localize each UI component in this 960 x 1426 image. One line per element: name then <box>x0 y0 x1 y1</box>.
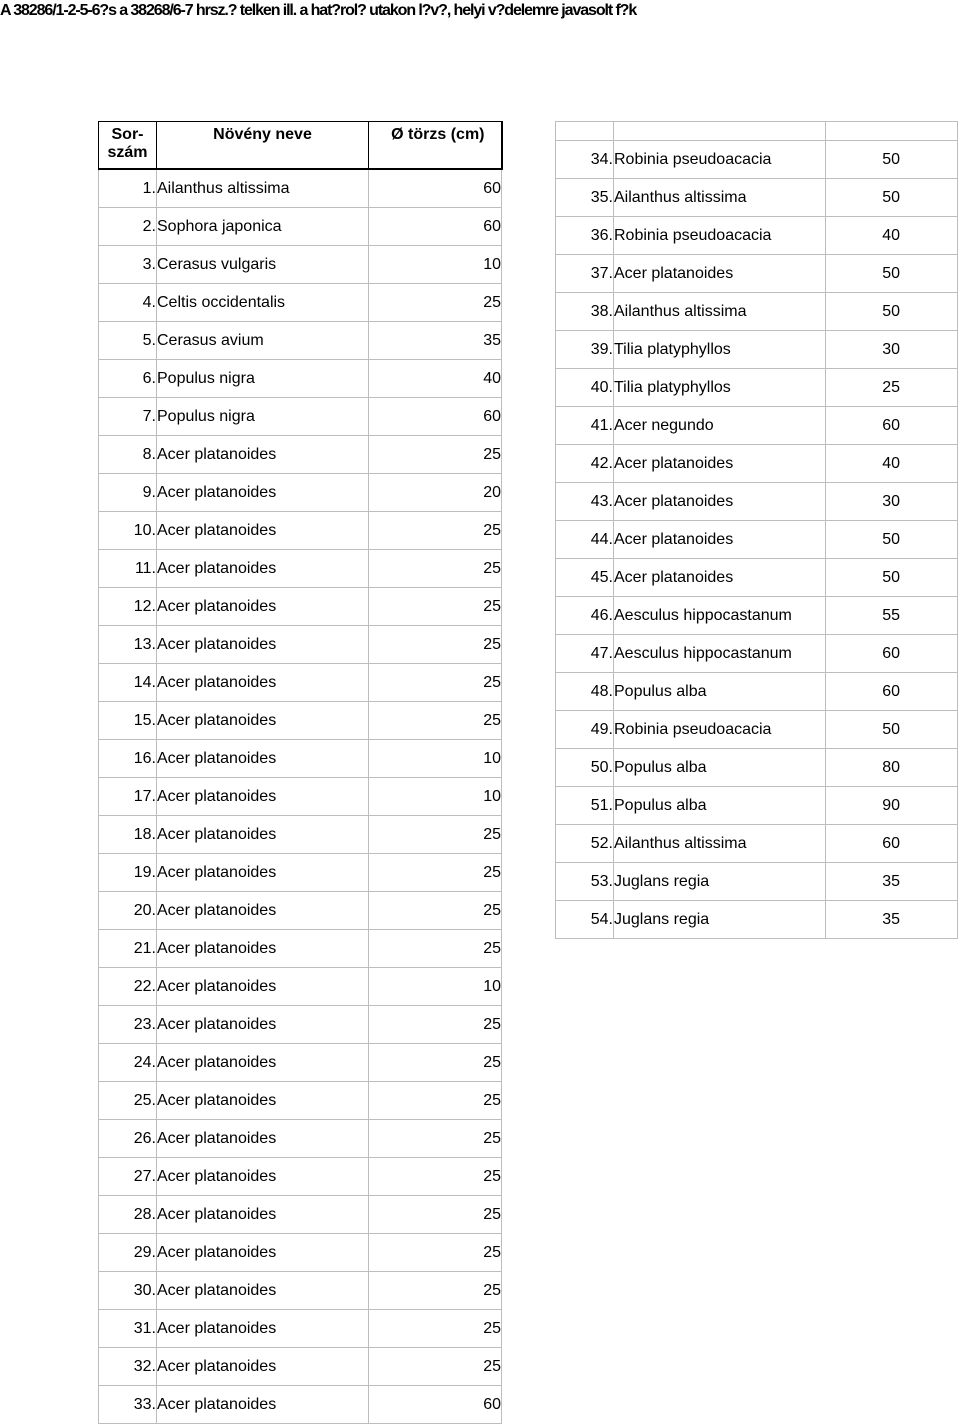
row-plant-name: Juglans regia <box>614 901 826 939</box>
table-row <box>556 673 958 711</box>
table-row <box>99 398 502 436</box>
row-trunk-diameter: 20 <box>369 474 502 512</box>
row-plant-name: Ailanthus altissima <box>157 169 369 208</box>
row-plant-name: Populus nigra <box>157 360 369 398</box>
row-serial-number: 52. <box>556 825 614 863</box>
table-row <box>556 331 958 369</box>
row-plant-name: Acer platanoides <box>157 436 369 474</box>
row-serial-number: 26. <box>99 1120 157 1158</box>
row-trunk-diameter: 60 <box>369 1386 502 1424</box>
row-plant-name: Ailanthus altissima <box>614 293 826 331</box>
row-plant-name: Robinia pseudoacacia <box>614 141 826 179</box>
row-serial-number: 30. <box>99 1272 157 1310</box>
row-plant-name: Populus alba <box>614 787 826 825</box>
header-serial-line2: szám <box>107 144 148 161</box>
row-plant-name: Acer platanoides <box>157 512 369 550</box>
table-row <box>99 778 502 816</box>
row-plant-name: Acer platanoides <box>157 1310 369 1348</box>
row-trunk-diameter: 25 <box>369 1348 502 1386</box>
row-plant-name: Ailanthus altissima <box>614 179 826 217</box>
table-row <box>99 208 502 246</box>
row-trunk-diameter: 50 <box>826 559 958 597</box>
row-serial-number: 36. <box>556 217 614 255</box>
row-trunk-diameter: 25 <box>369 1006 502 1044</box>
row-trunk-diameter: 25 <box>369 284 502 322</box>
row-plant-name: Acer platanoides <box>157 892 369 930</box>
row-plant-name: Acer platanoides <box>614 483 826 521</box>
row-plant-name: Acer platanoides <box>157 816 369 854</box>
row-plant-name: Acer platanoides <box>157 588 369 626</box>
row-trunk-diameter: 60 <box>369 169 502 208</box>
row-serial-number: 35. <box>556 179 614 217</box>
row-trunk-diameter: 60 <box>826 635 958 673</box>
row-trunk-diameter: 50 <box>826 521 958 559</box>
table-row <box>556 141 958 179</box>
row-plant-name: Acer platanoides <box>614 559 826 597</box>
row-serial-number: 11. <box>99 550 157 588</box>
table-row <box>556 445 958 483</box>
row-serial-number: 20. <box>99 892 157 930</box>
row-serial-number: 16. <box>99 740 157 778</box>
row-serial-number: 2. <box>99 208 157 246</box>
row-plant-name: Acer platanoides <box>614 521 826 559</box>
row-plant-name: Acer platanoides <box>157 930 369 968</box>
row-plant-name: Sophora japonica <box>157 208 369 246</box>
table-row <box>99 892 502 930</box>
header-plant-name: Növény neve <box>157 122 369 170</box>
row-plant-name: Acer platanoides <box>157 854 369 892</box>
row-plant-name: Celtis occidentalis <box>157 284 369 322</box>
row-plant-name: Aesculus hippocastanum <box>614 597 826 635</box>
row-plant-name: Acer platanoides <box>157 1044 369 1082</box>
table-row <box>99 968 502 1006</box>
row-serial-number: 27. <box>99 1158 157 1196</box>
row-serial-number: 8. <box>99 436 157 474</box>
row-plant-name: Acer platanoides <box>157 1082 369 1120</box>
row-plant-name: Acer platanoides <box>157 740 369 778</box>
table-row <box>99 854 502 892</box>
table-row <box>99 1310 502 1348</box>
row-serial-number: 15. <box>99 702 157 740</box>
table-row <box>99 322 502 360</box>
row-plant-name: Ailanthus altissima <box>614 825 826 863</box>
row-serial-number: 48. <box>556 673 614 711</box>
table-row <box>556 521 958 559</box>
row-trunk-diameter: 60 <box>826 825 958 863</box>
row-plant-name: Acer platanoides <box>157 1386 369 1424</box>
table-row <box>99 626 502 664</box>
row-plant-name: Tilia platyphyllos <box>614 331 826 369</box>
row-trunk-diameter: 25 <box>369 892 502 930</box>
document-title: A 38286/1-2-5-6?s a 38268/6-7 hrsz.? telken ill. a hat?rol? utakon l?v?, helyi v?delemre javasolt f?k <box>0 2 637 19</box>
table-row <box>556 901 958 939</box>
header-serial-line1: Sor- <box>111 126 144 143</box>
table-row <box>556 217 958 255</box>
table-row <box>99 588 502 626</box>
table-row <box>556 825 958 863</box>
table-row <box>99 1006 502 1044</box>
row-trunk-diameter: 10 <box>369 968 502 1006</box>
table-row <box>99 246 502 284</box>
row-trunk-diameter: 35 <box>369 322 502 360</box>
table-row <box>99 436 502 474</box>
row-serial-number: 24. <box>99 1044 157 1082</box>
row-serial-number: 7. <box>99 398 157 436</box>
row-trunk-diameter: 50 <box>826 179 958 217</box>
row-plant-name: Acer platanoides <box>157 1272 369 1310</box>
row-trunk-diameter: 25 <box>369 1158 502 1196</box>
row-plant-name: Acer platanoides <box>157 550 369 588</box>
row-trunk-diameter: 25 <box>369 1272 502 1310</box>
table-row <box>556 407 958 445</box>
row-serial-number: 34. <box>556 141 614 179</box>
row-trunk-diameter: 35 <box>826 901 958 939</box>
row-plant-name: Acer platanoides <box>157 1196 369 1234</box>
table-header-row <box>99 122 502 170</box>
row-trunk-diameter: 25 <box>369 626 502 664</box>
spacer-cell <box>556 122 614 141</box>
table-row <box>99 1272 502 1310</box>
row-serial-number: 21. <box>99 930 157 968</box>
table-row <box>556 559 958 597</box>
row-trunk-diameter: 40 <box>826 217 958 255</box>
row-trunk-diameter: 25 <box>369 1234 502 1272</box>
table-row <box>99 512 502 550</box>
table-row <box>99 930 502 968</box>
table-row <box>99 1234 502 1272</box>
row-serial-number: 28. <box>99 1196 157 1234</box>
row-serial-number: 43. <box>556 483 614 521</box>
row-plant-name: Juglans regia <box>614 863 826 901</box>
row-plant-name: Acer platanoides <box>157 1158 369 1196</box>
row-trunk-diameter: 50 <box>826 293 958 331</box>
row-trunk-diameter: 25 <box>369 588 502 626</box>
row-trunk-diameter: 50 <box>826 141 958 179</box>
row-trunk-diameter: 90 <box>826 787 958 825</box>
row-trunk-diameter: 25 <box>369 1082 502 1120</box>
table-row <box>556 369 958 407</box>
row-plant-name: Populus alba <box>614 749 826 787</box>
row-serial-number: 18. <box>99 816 157 854</box>
table-row <box>99 284 502 322</box>
row-serial-number: 44. <box>556 521 614 559</box>
row-plant-name: Tilia platyphyllos <box>614 369 826 407</box>
row-plant-name: Acer platanoides <box>157 1006 369 1044</box>
header-serial-number <box>99 122 157 170</box>
table-row <box>556 787 958 825</box>
table-row <box>556 255 958 293</box>
table-row <box>99 1044 502 1082</box>
row-plant-name: Acer platanoides <box>157 968 369 1006</box>
row-trunk-diameter: 40 <box>369 360 502 398</box>
row-serial-number: 45. <box>556 559 614 597</box>
row-plant-name: Acer platanoides <box>614 445 826 483</box>
table-row <box>99 1158 502 1196</box>
row-trunk-diameter: 60 <box>826 407 958 445</box>
row-serial-number: 1. <box>99 169 157 208</box>
row-serial-number: 32. <box>99 1348 157 1386</box>
row-trunk-diameter: 25 <box>369 1310 502 1348</box>
row-serial-number: 10. <box>99 512 157 550</box>
row-trunk-diameter: 10 <box>369 740 502 778</box>
row-plant-name: Acer platanoides <box>157 664 369 702</box>
table-row <box>556 863 958 901</box>
row-plant-name: Acer platanoides <box>157 778 369 816</box>
row-serial-number: 38. <box>556 293 614 331</box>
table-row <box>556 483 958 521</box>
row-trunk-diameter: 25 <box>369 512 502 550</box>
table-row <box>99 740 502 778</box>
row-plant-name: Acer platanoides <box>614 255 826 293</box>
row-plant-name: Acer platanoides <box>157 474 369 512</box>
row-plant-name: Acer negundo <box>614 407 826 445</box>
table-row <box>99 360 502 398</box>
row-serial-number: 41. <box>556 407 614 445</box>
table-row <box>556 597 958 635</box>
row-plant-name: Acer platanoides <box>157 1348 369 1386</box>
table-row <box>99 816 502 854</box>
header-trunk-diameter: Ø törzs (cm) <box>369 122 502 170</box>
row-serial-number: 39. <box>556 331 614 369</box>
row-serial-number: 9. <box>99 474 157 512</box>
row-plant-name: Acer platanoides <box>157 626 369 664</box>
row-serial-number: 5. <box>99 322 157 360</box>
row-trunk-diameter: 25 <box>369 664 502 702</box>
row-trunk-diameter: 25 <box>369 1196 502 1234</box>
row-serial-number: 3. <box>99 246 157 284</box>
tree-table-left <box>98 121 503 1424</box>
spacer-cell <box>614 122 826 141</box>
row-serial-number: 40. <box>556 369 614 407</box>
row-trunk-diameter: 60 <box>369 208 502 246</box>
row-trunk-diameter: 25 <box>369 854 502 892</box>
table-row <box>99 169 502 208</box>
row-trunk-diameter: 25 <box>369 702 502 740</box>
row-serial-number: 42. <box>556 445 614 483</box>
row-serial-number: 37. <box>556 255 614 293</box>
row-serial-number: 6. <box>99 360 157 398</box>
table-row <box>556 179 958 217</box>
row-plant-name: Cerasus vulgaris <box>157 246 369 284</box>
row-plant-name: Acer platanoides <box>157 702 369 740</box>
row-trunk-diameter: 25 <box>826 369 958 407</box>
row-serial-number: 53. <box>556 863 614 901</box>
row-trunk-diameter: 30 <box>826 483 958 521</box>
table-row <box>99 1120 502 1158</box>
row-plant-name: Populus alba <box>614 673 826 711</box>
row-serial-number: 31. <box>99 1310 157 1348</box>
row-trunk-diameter: 80 <box>826 749 958 787</box>
row-serial-number: 25. <box>99 1082 157 1120</box>
row-serial-number: 29. <box>99 1234 157 1272</box>
row-serial-number: 46. <box>556 597 614 635</box>
table-row <box>99 474 502 512</box>
row-serial-number: 23. <box>99 1006 157 1044</box>
row-plant-name: Acer platanoides <box>157 1120 369 1158</box>
row-plant-name: Robinia pseudoacacia <box>614 217 826 255</box>
row-trunk-diameter: 60 <box>826 673 958 711</box>
table-row <box>556 635 958 673</box>
row-trunk-diameter: 10 <box>369 778 502 816</box>
row-trunk-diameter: 25 <box>369 1120 502 1158</box>
row-trunk-diameter: 60 <box>369 398 502 436</box>
row-trunk-diameter: 25 <box>369 816 502 854</box>
row-serial-number: 14. <box>99 664 157 702</box>
table-row <box>99 1082 502 1120</box>
table-row <box>99 1348 502 1386</box>
row-serial-number: 17. <box>99 778 157 816</box>
table-row <box>99 664 502 702</box>
row-trunk-diameter: 40 <box>826 445 958 483</box>
row-serial-number: 13. <box>99 626 157 664</box>
row-trunk-diameter: 25 <box>369 550 502 588</box>
row-plant-name: Aesculus hippocastanum <box>614 635 826 673</box>
row-plant-name: Acer platanoides <box>157 1234 369 1272</box>
tree-table-right <box>555 121 958 939</box>
row-serial-number: 22. <box>99 968 157 1006</box>
row-trunk-diameter: 25 <box>369 1044 502 1082</box>
row-trunk-diameter: 55 <box>826 597 958 635</box>
table-row <box>99 1386 502 1424</box>
table-row <box>99 1196 502 1234</box>
row-trunk-diameter: 50 <box>826 255 958 293</box>
spacer-cell <box>826 122 958 141</box>
row-serial-number: 19. <box>99 854 157 892</box>
table-row <box>556 293 958 331</box>
row-serial-number: 50. <box>556 749 614 787</box>
row-serial-number: 51. <box>556 787 614 825</box>
row-trunk-diameter: 25 <box>369 436 502 474</box>
row-plant-name: Cerasus avium <box>157 322 369 360</box>
row-serial-number: 4. <box>99 284 157 322</box>
row-trunk-diameter: 30 <box>826 331 958 369</box>
row-plant-name: Populus nigra <box>157 398 369 436</box>
table-row <box>556 711 958 749</box>
row-serial-number: 33. <box>99 1386 157 1424</box>
table-row <box>99 550 502 588</box>
row-serial-number: 49. <box>556 711 614 749</box>
row-trunk-diameter: 35 <box>826 863 958 901</box>
row-trunk-diameter: 25 <box>369 930 502 968</box>
row-serial-number: 12. <box>99 588 157 626</box>
row-serial-number: 47. <box>556 635 614 673</box>
table-row <box>99 702 502 740</box>
table-spacer-row <box>556 122 958 141</box>
table-row <box>556 749 958 787</box>
row-serial-number: 54. <box>556 901 614 939</box>
row-plant-name: Robinia pseudoacacia <box>614 711 826 749</box>
row-trunk-diameter: 50 <box>826 711 958 749</box>
row-trunk-diameter: 10 <box>369 246 502 284</box>
